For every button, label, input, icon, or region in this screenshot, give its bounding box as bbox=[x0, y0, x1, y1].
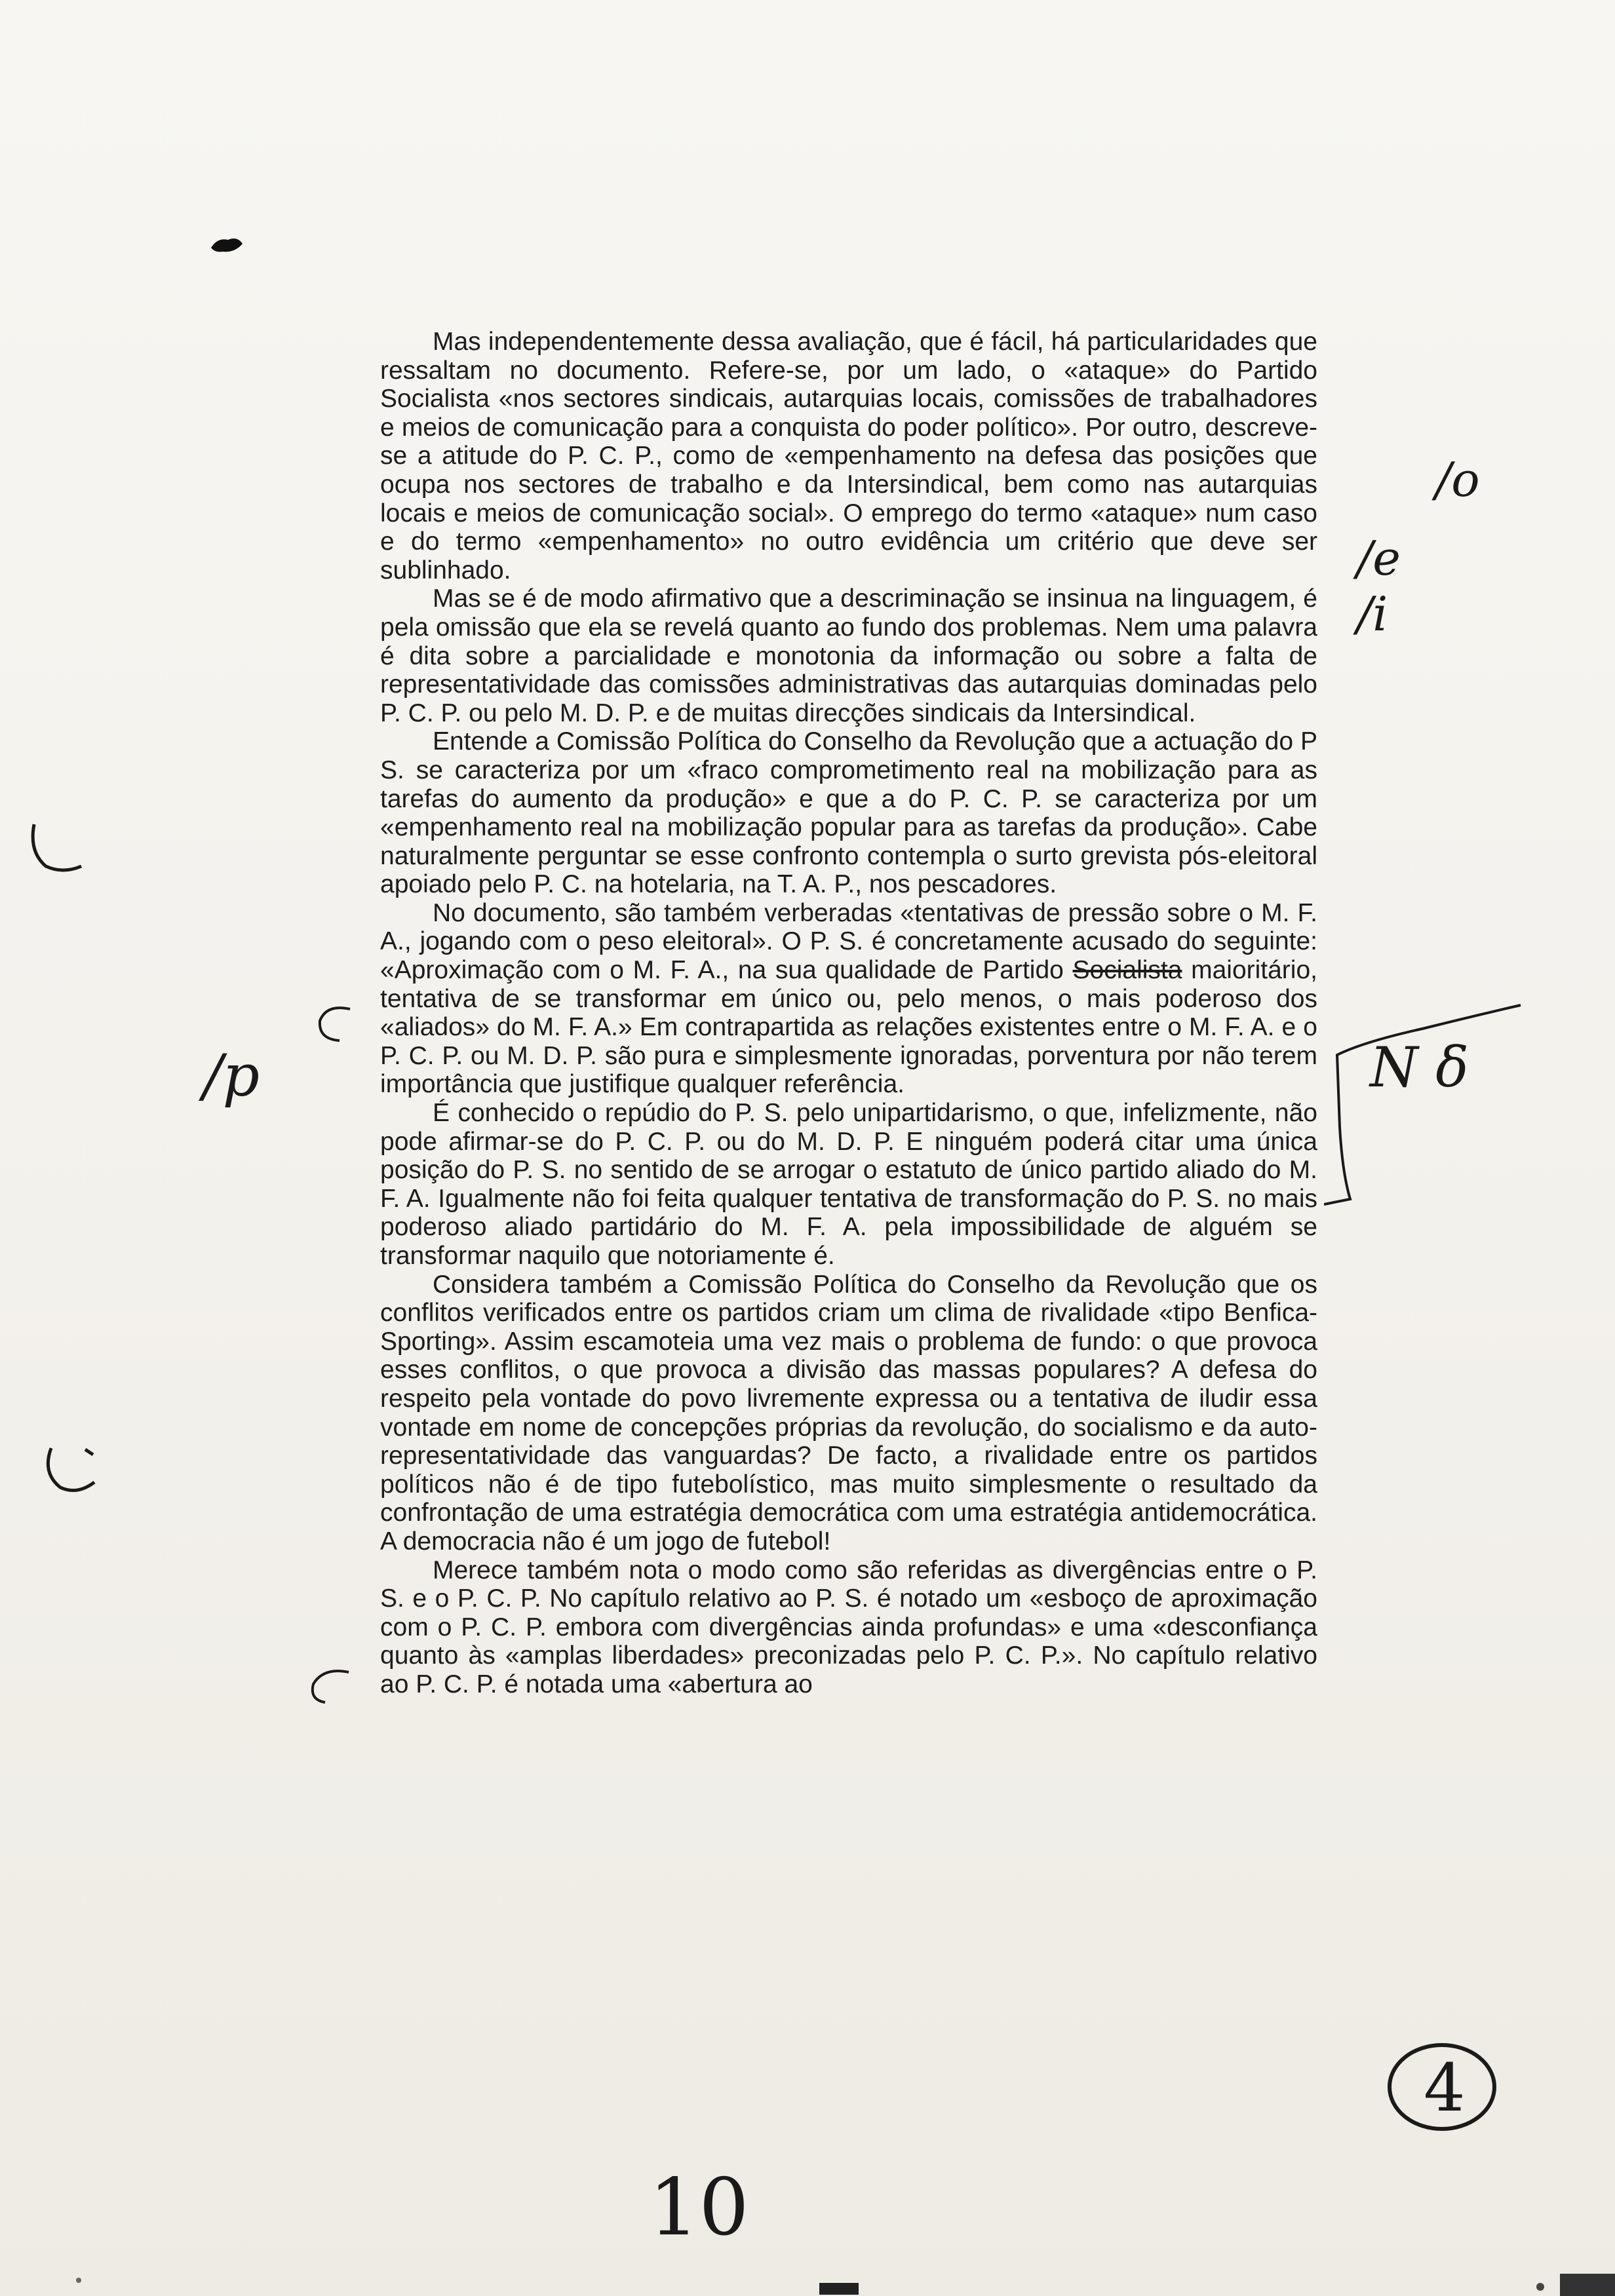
page-number: 10 bbox=[649, 2162, 749, 2253]
margin-curve-mark-1 bbox=[26, 819, 92, 885]
paragraph-4 bbox=[380, 899, 1317, 1099]
paragraph-4-part-2: maioritário, tentativa de se transformar em único ou, pelo menos, o mais poderoso dos «aliados» do M. F. A.» Em contrapartida as relações existentes entre o M. F. A. e o P. C. P. ou M. D. P. são pura e simplesmente ignoradas, porventura por não terem importância que justifique qualquer referência. bbox=[380, 956, 1317, 1099]
margin-note-i: /i bbox=[1357, 586, 1388, 641]
scan-noise-bottom bbox=[0, 2254, 1615, 2296]
paragraph-7: Merece também nota o modo como são referidas as divergências entre o P. S. e o P. C. P. No capítulo relativo ao P. S. é notado um «esboço de aproximação com o P. C. P. embora com divergências ainda profundas» e uma «desconfiança quanto às «amplas liberdades» preconizadas pelo P. C. P.». No capítulo relativo ao P. C. P. é notada uma «abertura ao bbox=[380, 1556, 1317, 1698]
circle-mark-jogo bbox=[305, 1664, 358, 1710]
paragraph-5: É conhecido o repúdio do P. S. pelo unipartidarismo, o que, infelizmente, não pode afirmar-se do P. C. P. ou do M. D. P. E ninguém poderá citar uma única posição do P. S. no sentido de se arrogar o estatuto de único partido aliado do M. F. A. Igualmente não foi feita qualquer tentativa de transformação do P. S. no mais poderoso aliado partidário do M. F. A. pela impossibilidade de alguém se transformar naquilo que notoriamente é. bbox=[380, 1099, 1317, 1270]
paragraph-3: Entende a Comissão Política do Conselho da Revolução que a actuação do P S. se caracteriza por um «fraco comprometimento real na mobilização para as tarefas do aumento da produção» e que a do P. C. P. se caracteriza por um «empenhamento real na mobilização popular para as tarefas da produção». Cabe naturalmente perguntar se esse confronto contempla o surto grevista pós-eleitoral apoiado pelo P. C. na hotelaria, na T. A. P., nos pescadores. bbox=[380, 727, 1317, 899]
margin-curve-mark-2 bbox=[38, 1442, 104, 1507]
margin-note-e: /e bbox=[1357, 531, 1401, 586]
circled-number: 4 bbox=[1424, 2050, 1466, 2126]
paragraph-6: Considera também a Comissão Política do Conselho da Revolução que os conflitos verificados entre os partidos criam um clima de rivalidade «tipo Benfica-Sporting». Assim escamoteia uma vez mais o problema de fundo: o que provoca esses conflitos, o que provoca a divisão das massas populares? A defesa do respeito pela vontade do povo livremente expressa ou a tentativa de iludir essa vontade em nome de concepções próprias da revolução, do socialismo e da auto-representatividade das vanguardas? De facto, a rivalidade entre os partidos políticos não é de tipo futebolístico, mas muito simplesmente o resultado da confrontação de uma estratégia democrática com uma estratégia antidemocrática. A democracia não é um jogo de futebol! bbox=[380, 1270, 1317, 1556]
circle-mark-o bbox=[313, 1001, 359, 1047]
margin-note-nd: N δ bbox=[1370, 1035, 1469, 1100]
paragraph-4-part-1: No documento, são também verberadas «tentativas de pressão sobre o M. F. A., jogando com o peso eleitoral». O P. S. é concretamente acusado do seguinte: «Aproximação com o M. F. A., na sua qualidade de Partido bbox=[380, 898, 1317, 985]
struck-word: Socialista bbox=[1072, 956, 1182, 985]
paragraph-1: Mas independentemente dessa avaliação, que é fácil, há particularidades que ressaltam no documento. Refere-se, por um lado, o «ataque» do Partido Socialista «nos sectores sindicais, autarquias locais, comissões de trabalhadores e meios de comunicação para a conquista do poder político». Por outro, descreve-se a atitude do P. C. P., como de «empenhamento na defesa das posições que ocupa nos sectores de trabalho e da Intersindical, bem como nas autarquias locais e meios de comunicação social». O emprego do termo «ataque» num caso e do termo «empenhamento» no outro evidência um critério que deve ser sublinhado. bbox=[380, 328, 1317, 584]
margin-note-p: /p bbox=[203, 1042, 260, 1109]
paragraph-2: Mas se é de modo afirmativo que a descriminação se insinua na linguagem, é pela omissão que ela se revelá quanto ao fundo dos problemas. Nem uma palavra é dita sobre a parcialidade e monotonia da informação ou sobre a falta de representatividade das comissões administrativas das autarquias dominadas pelo P. C. P. ou pelo M. D. P. e de muitas direcções sindicais da Intersindical. bbox=[380, 584, 1317, 727]
ink-blot-mark bbox=[208, 231, 248, 257]
document-body bbox=[380, 328, 1317, 1699]
margin-note-o: /o bbox=[1435, 452, 1480, 507]
